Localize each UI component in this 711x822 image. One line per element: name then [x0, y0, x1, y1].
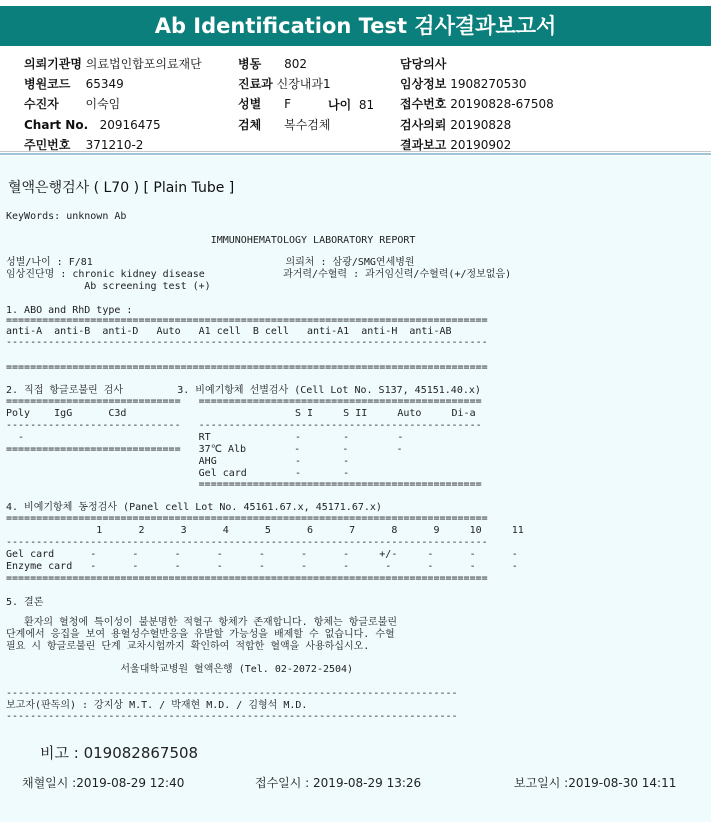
report-heading: 혈액은행검사 ( L70 ) [ Plain Tube ]	[8, 180, 235, 196]
hdr-value: 1908270530	[450, 77, 527, 91]
hdr-row-institution	[24, 57, 202, 77]
hdr-key: 검체	[238, 118, 262, 132]
header-col1	[24, 57, 202, 158]
hdr-value: 이숙임	[85, 97, 121, 111]
rule: ---------------------------------------------------------------------------	[6, 711, 458, 722]
clinical-diagnosis-cont: Ab screening test (+)	[6, 281, 211, 292]
conclusion-line: 환자의 혈청에 특이성이 불분명한 적혈구 항체가 존재합니다. 항체는 항글로불린	[6, 617, 398, 628]
keywords-line: KeyWords: unknown Ab	[6, 211, 127, 222]
section5-title: 5. 결론	[6, 597, 44, 608]
hdr-key: 담당의사	[400, 57, 447, 71]
rule: ===============================================	[6, 479, 482, 490]
hdr-value: 의료법인합포의료재단	[85, 57, 202, 71]
panel-row-gel-card: Gel card - - - - - - - +/- - - -	[6, 549, 518, 560]
hdr-row-clinical-info	[400, 77, 554, 97]
patient-sex-age: 성별/나이 : F/81 의뢰처 : 삼광/SMG연세병원	[6, 257, 415, 268]
report-title: Ab Identification Test 검사결과보고서	[154, 14, 557, 38]
rule: ================================================================================	[6, 573, 488, 584]
report-divider	[0, 153, 711, 155]
reporters: 보고자(판독의) : 강지상 M.T. / 박재현 M.D. / 김형석 M.D.	[6, 700, 308, 711]
dat-screen-header: Poly IgG C3d S I S II Auto Di-a	[6, 408, 476, 419]
hdr-key: 나이	[328, 98, 352, 112]
hdr-value: 신장내과1	[276, 77, 331, 91]
hdr-row-specimen	[238, 118, 331, 138]
rule: ================================================================================	[6, 362, 488, 373]
panel-row-enzyme-card: Enzyme card - - - - - - - - - - -	[6, 561, 518, 572]
hdr-value: 20190828	[450, 118, 512, 132]
hdr-key: 수진자	[24, 97, 59, 111]
hdr-row-department	[238, 77, 331, 97]
hdr-row-patient	[24, 97, 202, 118]
collection-datetime: 채혈일시 :2019-08-29 12:40	[22, 776, 185, 790]
hdr-row-resident-no	[24, 138, 202, 158]
rule: --------------------------------------------------------------------------------	[6, 337, 488, 348]
hdr-row-age	[328, 98, 374, 113]
hdr-key: 검사의뢰	[400, 118, 447, 132]
report-datetime: 보고일시 :2019-08-30 14:11	[514, 776, 677, 790]
rule: --------------------------------------------------------------------------------	[6, 537, 488, 548]
hdr-row-ward	[238, 57, 331, 77]
hdr-key: 병원코드	[24, 77, 71, 91]
panel-cell-numbers: 1 2 3 4 5 6 7 8 9 10 11	[6, 525, 524, 536]
rule: ================================================================================	[6, 315, 488, 326]
clinical-diagnosis: 임상진단명 : chronic kidney disease 과거력/수혈력 : 과거임신력/수혈력(+/정보없음)	[6, 269, 512, 280]
header-col3	[400, 57, 554, 158]
hdr-key: 진료과	[238, 77, 273, 91]
hdr-value: 802	[284, 57, 307, 71]
hdr-value: F	[284, 97, 291, 111]
hdr-row-sex	[238, 97, 331, 118]
hdr-value: 20190828-67508	[450, 97, 554, 111]
hdr-key: 병동	[238, 57, 262, 71]
receipt-datetime: 접수일시 : 2019-08-29 13:26	[255, 776, 422, 790]
hdr-key: 접수번호	[400, 97, 447, 111]
hdr-row-hospital-code	[24, 77, 202, 97]
hdr-key: 주민번호	[24, 138, 71, 152]
hdr-value: 복수검체	[284, 118, 331, 132]
hdr-key: 성별	[238, 97, 262, 111]
conclusion-line: 필요 시 항글로불린 단계 교차시험까지 확인하여 적합한 혈액을 사용하십시오.	[6, 641, 370, 652]
hdr-row-requested	[400, 118, 554, 138]
header-col2	[238, 57, 331, 138]
rule: ---------------------------------------------------------------------------	[6, 688, 458, 699]
conclusion-line: 단계에서 응집을 보여 용혈성수혈반응을 유발할 가능성을 배제할 수 없습니다. 수혈	[6, 629, 395, 640]
hdr-value: 65349	[85, 77, 124, 91]
report-title-bar	[0, 6, 711, 46]
section4-title: 4. 비예기항체 동정검사 (Panel cell Lot No. 45161.67.x, 45171.67.x)	[6, 502, 382, 513]
lab-contact: 서울대학교병원 혈액은행 (Tel. 02-2072-2504)	[6, 664, 354, 675]
hdr-value: 20190902	[450, 138, 512, 152]
remark: 비고 : 019082867508	[40, 744, 199, 762]
screen-row-gel-card: Gel card - -	[6, 468, 350, 479]
hdr-row-chart-no	[24, 118, 202, 138]
header-divider	[0, 151, 711, 152]
hdr-key: 임상정보	[400, 77, 447, 91]
abo-rhd-header: anti-A anti-B anti-D Auto A1 cell B cell anti-A1 anti-H anti-AB	[6, 326, 452, 337]
hdr-value: 371210-2	[85, 138, 144, 152]
rule: ============================= ===============================================	[6, 396, 482, 407]
hdr-key: 결과보고	[400, 138, 447, 152]
rule: ================================================================================	[6, 513, 488, 524]
hdr-row-physician	[400, 57, 554, 77]
hdr-value: 81	[358, 98, 375, 112]
section2-3-title: 2. 직접 항글로불린 검사 3. 비예기항체 선별검사 (Cell Lot No. S137, 45151.40.x)	[6, 385, 481, 396]
screen-row-alb: ============================= 37℃ Alb - - -	[6, 444, 403, 455]
hdr-row-accession-no	[400, 97, 554, 118]
screen-row-ahg: AHG - -	[6, 456, 350, 467]
screen-row-rt: - RT - - -	[6, 432, 404, 443]
rule: ----------------------------- -----------------------------------------------	[6, 420, 482, 431]
hdr-row-reported	[400, 138, 554, 158]
hdr-key: Chart No.	[24, 118, 89, 132]
hdr-key: 의뢰기관명	[24, 57, 82, 71]
lab-report-title: IMMUNOHEMATOLOGY LABORATORY REPORT	[6, 235, 416, 246]
section1-title: 1. ABO and RhD type :	[6, 305, 133, 316]
hdr-value: 20916475	[99, 118, 161, 132]
